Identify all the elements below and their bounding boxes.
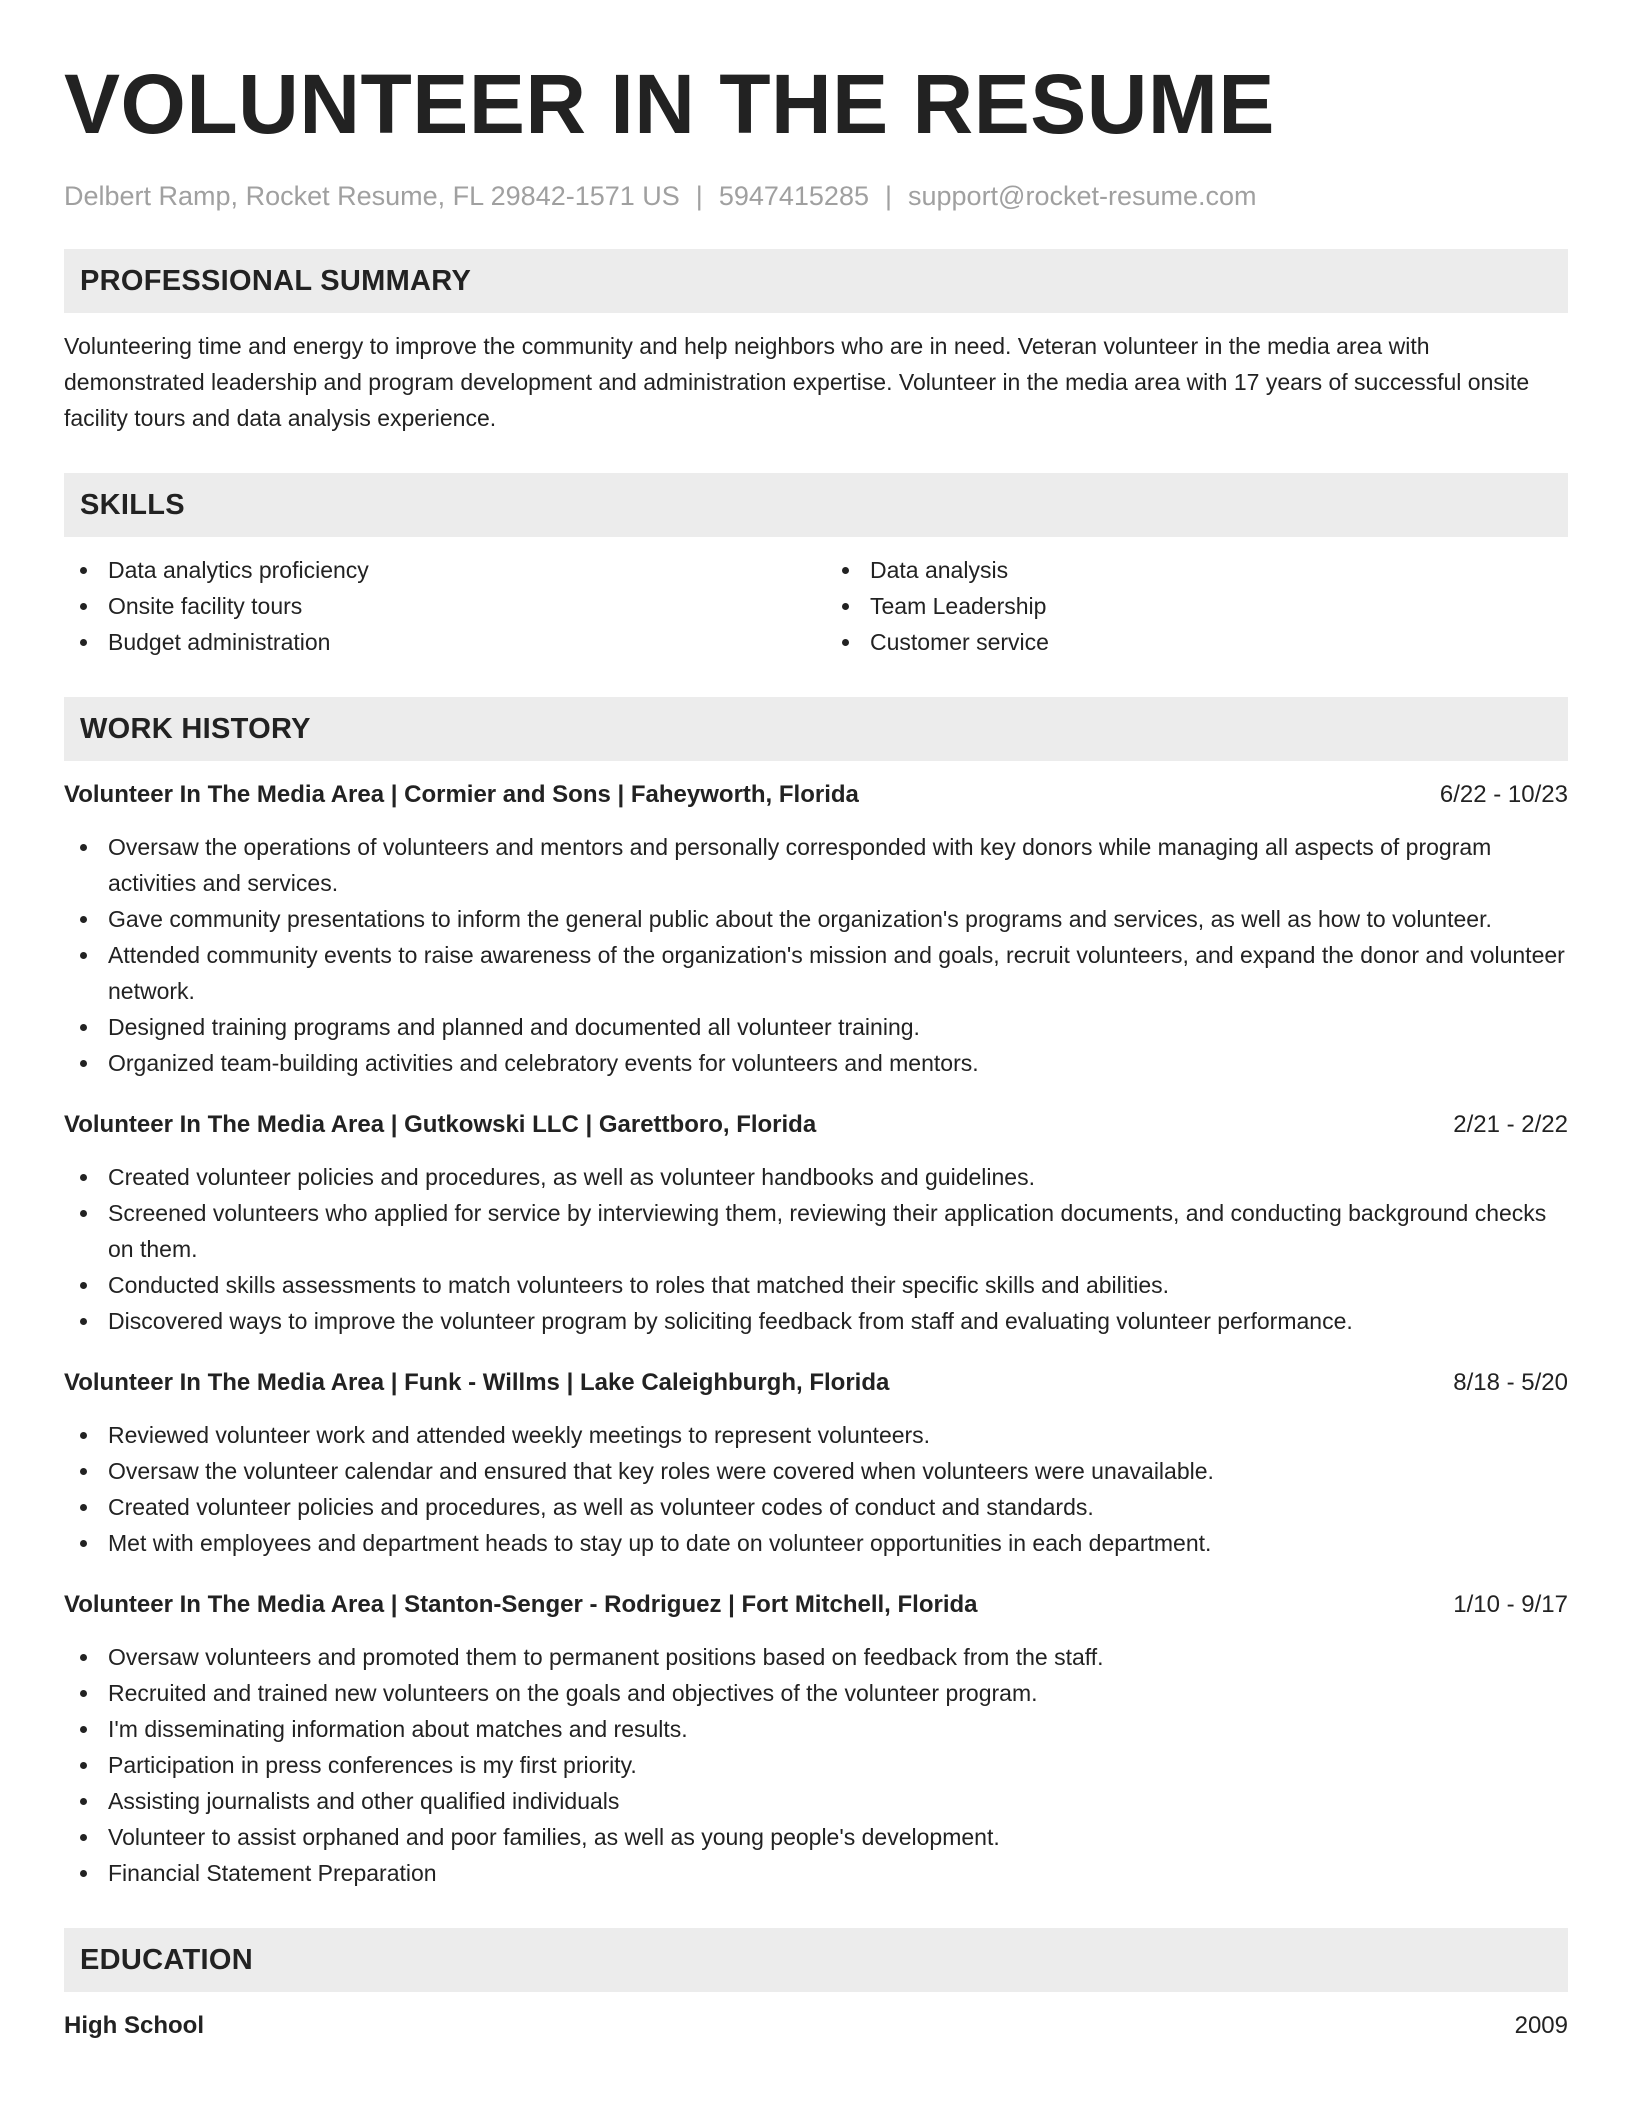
job-bullet: Assisting journalists and other qualified individuals xyxy=(64,1783,1568,1819)
job-dates: 1/10 - 9/17 xyxy=(1453,1591,1568,1618)
contact-phone: 5947415285 xyxy=(718,181,869,211)
job-bullet: Volunteer to assist orphaned and poor families, as well as young people's development. xyxy=(64,1819,1568,1855)
skill-item: Budget administration xyxy=(64,624,806,660)
job-title: Volunteer In The Media Area | Gutkowski LLC | Garettboro, Florida xyxy=(64,1111,817,1138)
job-bullet: Screened volunteers who applied for service by interviewing them, reviewing their application documents, and conducting background checks on them. xyxy=(64,1195,1568,1267)
job-dates: 6/22 - 10/23 xyxy=(1439,781,1568,808)
skill-item: Onsite facility tours xyxy=(64,588,806,624)
job-entry xyxy=(64,1107,1568,1339)
education-entry xyxy=(64,2008,1568,2044)
skill-item: Team Leadership xyxy=(826,588,1568,624)
job-bullet: Met with employees and department heads to stay up to date on volunteer opportunities in each department. xyxy=(64,1525,1568,1561)
education-year: 2009 xyxy=(1514,2012,1568,2039)
section-heading-summary: PROFESSIONAL SUMMARY xyxy=(64,249,1568,313)
education-degree: High School xyxy=(64,2012,204,2039)
job-bullet: Oversaw the operations of volunteers and mentors and personally corresponded with key donors while managing all aspects of program activities and services. xyxy=(64,829,1568,901)
job-bullet: Gave community presentations to inform the general public about the organization's programs and services, as well as how to volunteer. xyxy=(64,901,1568,937)
job-bullets xyxy=(64,829,1568,1081)
skills-grid xyxy=(64,552,1568,660)
contact-email[interactable]: support@rocket-resume.com xyxy=(908,181,1257,211)
section-heading-skills: SKILLS xyxy=(64,473,1568,537)
skill-item: Data analysis xyxy=(826,552,1568,588)
job-bullets xyxy=(64,1639,1568,1891)
job-entry xyxy=(64,1365,1568,1561)
job-bullets xyxy=(64,1159,1568,1339)
summary-text: Volunteering time and energy to improve the community and help neighbors who are in need. Veteran volunteer in the media area with demonstrated leadership and program development and administration expertise. Volunteer in the media area with 17 years of successful onsite facility tours and data analysis experience. xyxy=(64,333,1530,431)
job-dates: 8/18 - 5/20 xyxy=(1453,1369,1568,1396)
job-bullet: Financial Statement Preparation xyxy=(64,1855,1568,1891)
job-header xyxy=(64,1365,1568,1401)
contact-address: Delbert Ramp, Rocket Resume, FL 29842-1571 US xyxy=(64,181,680,211)
job-bullets xyxy=(64,1417,1568,1561)
skill-item: Customer service xyxy=(826,624,1568,660)
contact-line xyxy=(64,180,1568,212)
section-heading-education: EDUCATION xyxy=(64,1928,1568,1992)
job-header xyxy=(64,777,1568,813)
job-bullet: Designed training programs and planned and documented all volunteer training. xyxy=(64,1009,1568,1045)
contact-separator: | xyxy=(695,181,703,211)
job-entry xyxy=(64,1587,1568,1891)
resume-page xyxy=(64,0,1568,2044)
job-bullet: Oversaw the volunteer calendar and ensured that key roles were covered when volunteers were unavailable. xyxy=(64,1453,1568,1489)
contact-separator: | xyxy=(884,181,892,211)
job-bullet: Conducted skills assessments to match volunteers to roles that matched their specific skills and abilities. xyxy=(64,1267,1568,1303)
skills-column-right xyxy=(826,552,1568,660)
job-bullet: Attended community events to raise awareness of the organization's mission and goals, recruit volunteers, and expand the donor and volunteer network. xyxy=(64,937,1568,1009)
job-bullet: Created volunteer policies and procedures, as well as volunteer handbooks and guidelines. xyxy=(64,1159,1568,1195)
job-bullet: Participation in press conferences is my first priority. xyxy=(64,1747,1568,1783)
job-title: Volunteer In The Media Area | Cormier and Sons | Faheyworth, Florida xyxy=(64,781,859,808)
skills-column-left xyxy=(64,552,806,660)
job-header xyxy=(64,1107,1568,1143)
job-bullet: Oversaw volunteers and promoted them to permanent positions based on feedback from the staff. xyxy=(64,1639,1568,1675)
job-bullet: Reviewed volunteer work and attended weekly meetings to represent volunteers. xyxy=(64,1417,1568,1453)
job-title: Volunteer In The Media Area | Stanton-Senger - Rodriguez | Fort Mitchell, Florida xyxy=(64,1591,978,1618)
job-bullet: Created volunteer policies and procedures, as well as volunteer codes of conduct and standards. xyxy=(64,1489,1568,1525)
skill-item: Data analytics proficiency xyxy=(64,552,806,588)
job-bullet: Organized team-building activities and celebratory events for volunteers and mentors. xyxy=(64,1045,1568,1081)
job-entry xyxy=(64,777,1568,1081)
job-bullet: Recruited and trained new volunteers on the goals and objectives of the volunteer program. xyxy=(64,1675,1568,1711)
job-bullet: Discovered ways to improve the volunteer program by soliciting feedback from staff and evaluating volunteer performance. xyxy=(64,1303,1568,1339)
job-header xyxy=(64,1587,1568,1623)
job-title: Volunteer In The Media Area | Funk - Willms | Lake Caleighburgh, Florida xyxy=(64,1369,890,1396)
job-bullet: I'm disseminating information about matches and results. xyxy=(64,1711,1568,1747)
section-heading-work-history: WORK HISTORY xyxy=(64,697,1568,761)
resume-title: VOLUNTEER IN THE RESUME xyxy=(64,57,1275,151)
job-dates: 2/21 - 2/22 xyxy=(1453,1111,1568,1138)
